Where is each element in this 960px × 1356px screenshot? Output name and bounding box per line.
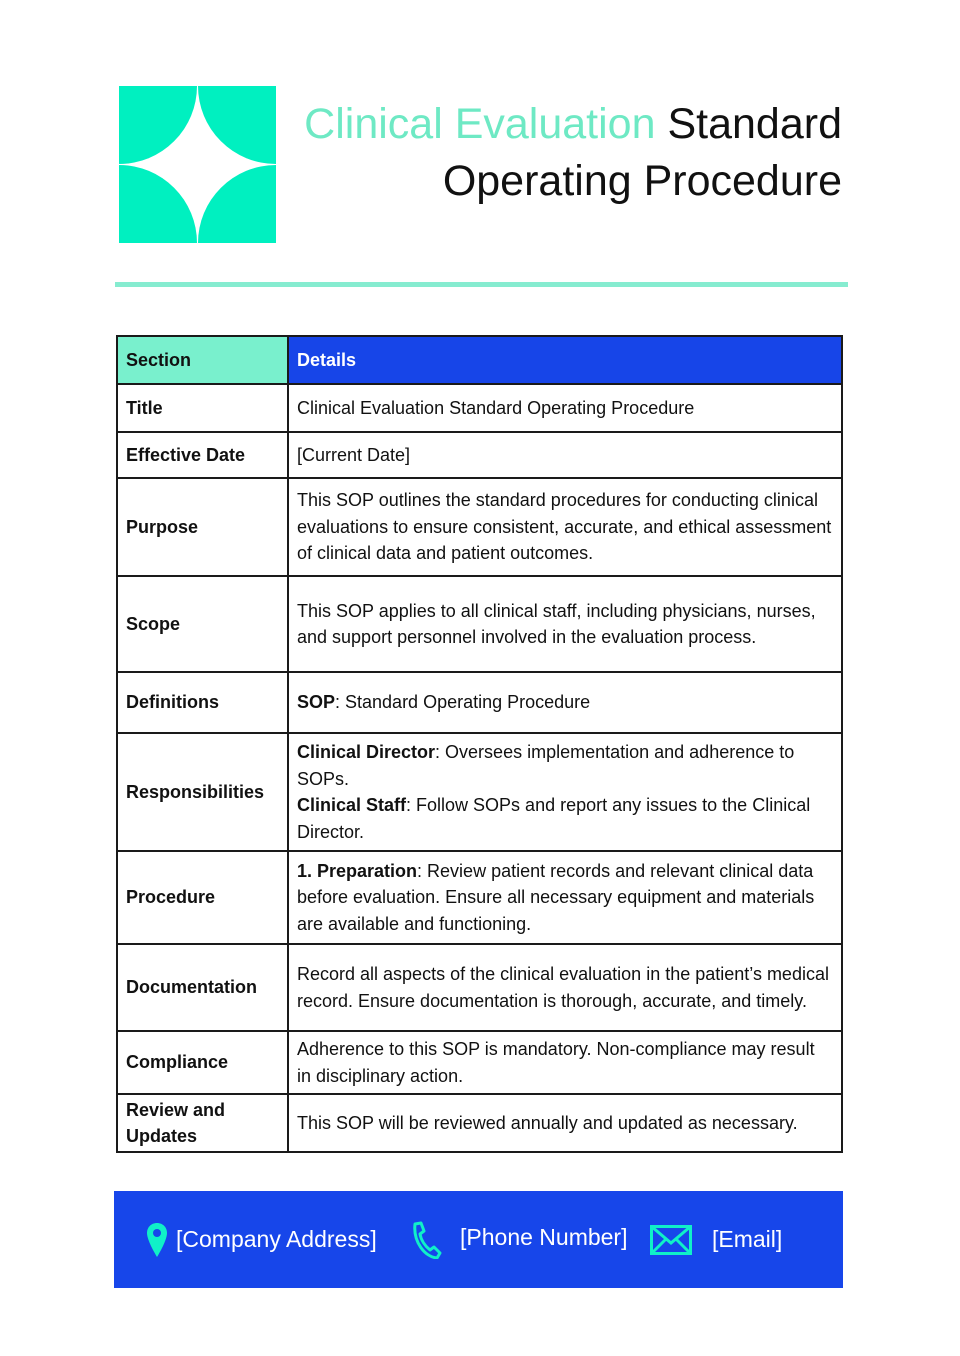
procedure-text: : Review patient records and relevant clinical data before evaluation. Ensure all necessary equipment and materials are available and functioning.	[297, 860, 815, 934]
table-row	[117, 478, 842, 576]
responsibility-role: Clinical Staff	[297, 795, 407, 815]
procedure-step: 1. Preparation	[297, 860, 418, 881]
footer-address	[146, 1191, 377, 1288]
responsibility-item	[297, 792, 833, 845]
table-row	[117, 1031, 842, 1094]
table-row	[117, 576, 842, 672]
section-cell: Review and Updates	[117, 1094, 288, 1152]
section-cell: Documentation	[117, 944, 288, 1031]
details-cell: Clinical Evaluation Standard Operating Procedure	[288, 384, 842, 432]
column-header-section: Section	[117, 336, 288, 384]
section-cell: Purpose	[117, 478, 288, 576]
column-header-details: Details	[288, 336, 842, 384]
section-cell: Definitions	[117, 672, 288, 733]
details-cell	[288, 733, 842, 851]
logo-icon	[119, 86, 276, 243]
phone-text: [Phone Number]	[460, 1224, 628, 1250]
responsibility-role: Clinical Director	[297, 742, 436, 762]
details-cell: [Current Date]	[288, 432, 842, 478]
details-cell: Record all aspects of the clinical evaluation in the patient’s medical record. Ensure documentation is thorough, accurate, and timely.	[288, 944, 842, 1031]
responsibility-text: : Follow SOPs and report any issues to the Clinical Director.	[297, 795, 811, 842]
header-divider	[115, 282, 848, 287]
definition-term: SOP	[297, 692, 336, 713]
table-row	[117, 851, 842, 944]
footer-phone	[410, 1191, 627, 1288]
footer-email	[650, 1191, 782, 1288]
table-row	[117, 944, 842, 1031]
section-cell: Title	[117, 384, 288, 432]
title-accent: Clinical Evaluation	[304, 100, 656, 148]
table-row	[117, 733, 842, 851]
details-cell: Adherence to this SOP is mandatory. Non-compliance may result in disciplinary action.	[288, 1031, 842, 1094]
details-cell: This SOP outlines the standard procedures for conducting clinical evaluations to ensure consistent, accurate, and ethical assessment of clinical data and patient outcomes.	[288, 478, 842, 576]
responsibility-text: : Oversees implementation and adherence to SOPs.	[297, 742, 795, 789]
details-cell: This SOP applies to all clinical staff, including physicians, nurses, and support personnel involved in the evaluation process.	[288, 576, 842, 672]
envelope-icon	[650, 1225, 692, 1255]
table-row	[117, 432, 842, 478]
email-text: [Email]	[712, 1226, 783, 1252]
section-cell: Procedure	[117, 851, 288, 944]
responsibility-item	[297, 739, 833, 792]
section-cell: Compliance	[117, 1031, 288, 1094]
title-rest: Standard	[667, 100, 842, 148]
contact-footer	[114, 1191, 843, 1288]
title-line2: Operating Procedure	[442, 157, 842, 205]
phone-icon	[410, 1221, 442, 1259]
table-row	[117, 672, 842, 733]
table-row	[117, 1094, 842, 1152]
definition-text: : Standard Operating Procedure	[335, 692, 591, 713]
details-cell: This SOP will be reviewed annually and updated as necessary.	[288, 1094, 842, 1152]
section-cell: Responsibilities	[117, 733, 288, 851]
map-pin-icon	[146, 1222, 168, 1258]
details-cell	[288, 672, 842, 733]
details-cell	[288, 851, 842, 944]
section-cell: Effective Date	[117, 432, 288, 478]
page-title	[282, 96, 842, 210]
table-row	[117, 384, 842, 432]
sop-table	[116, 335, 843, 1153]
address-text: [Company Address]	[176, 1226, 377, 1252]
table-header-row	[117, 336, 842, 384]
section-cell: Scope	[117, 576, 288, 672]
